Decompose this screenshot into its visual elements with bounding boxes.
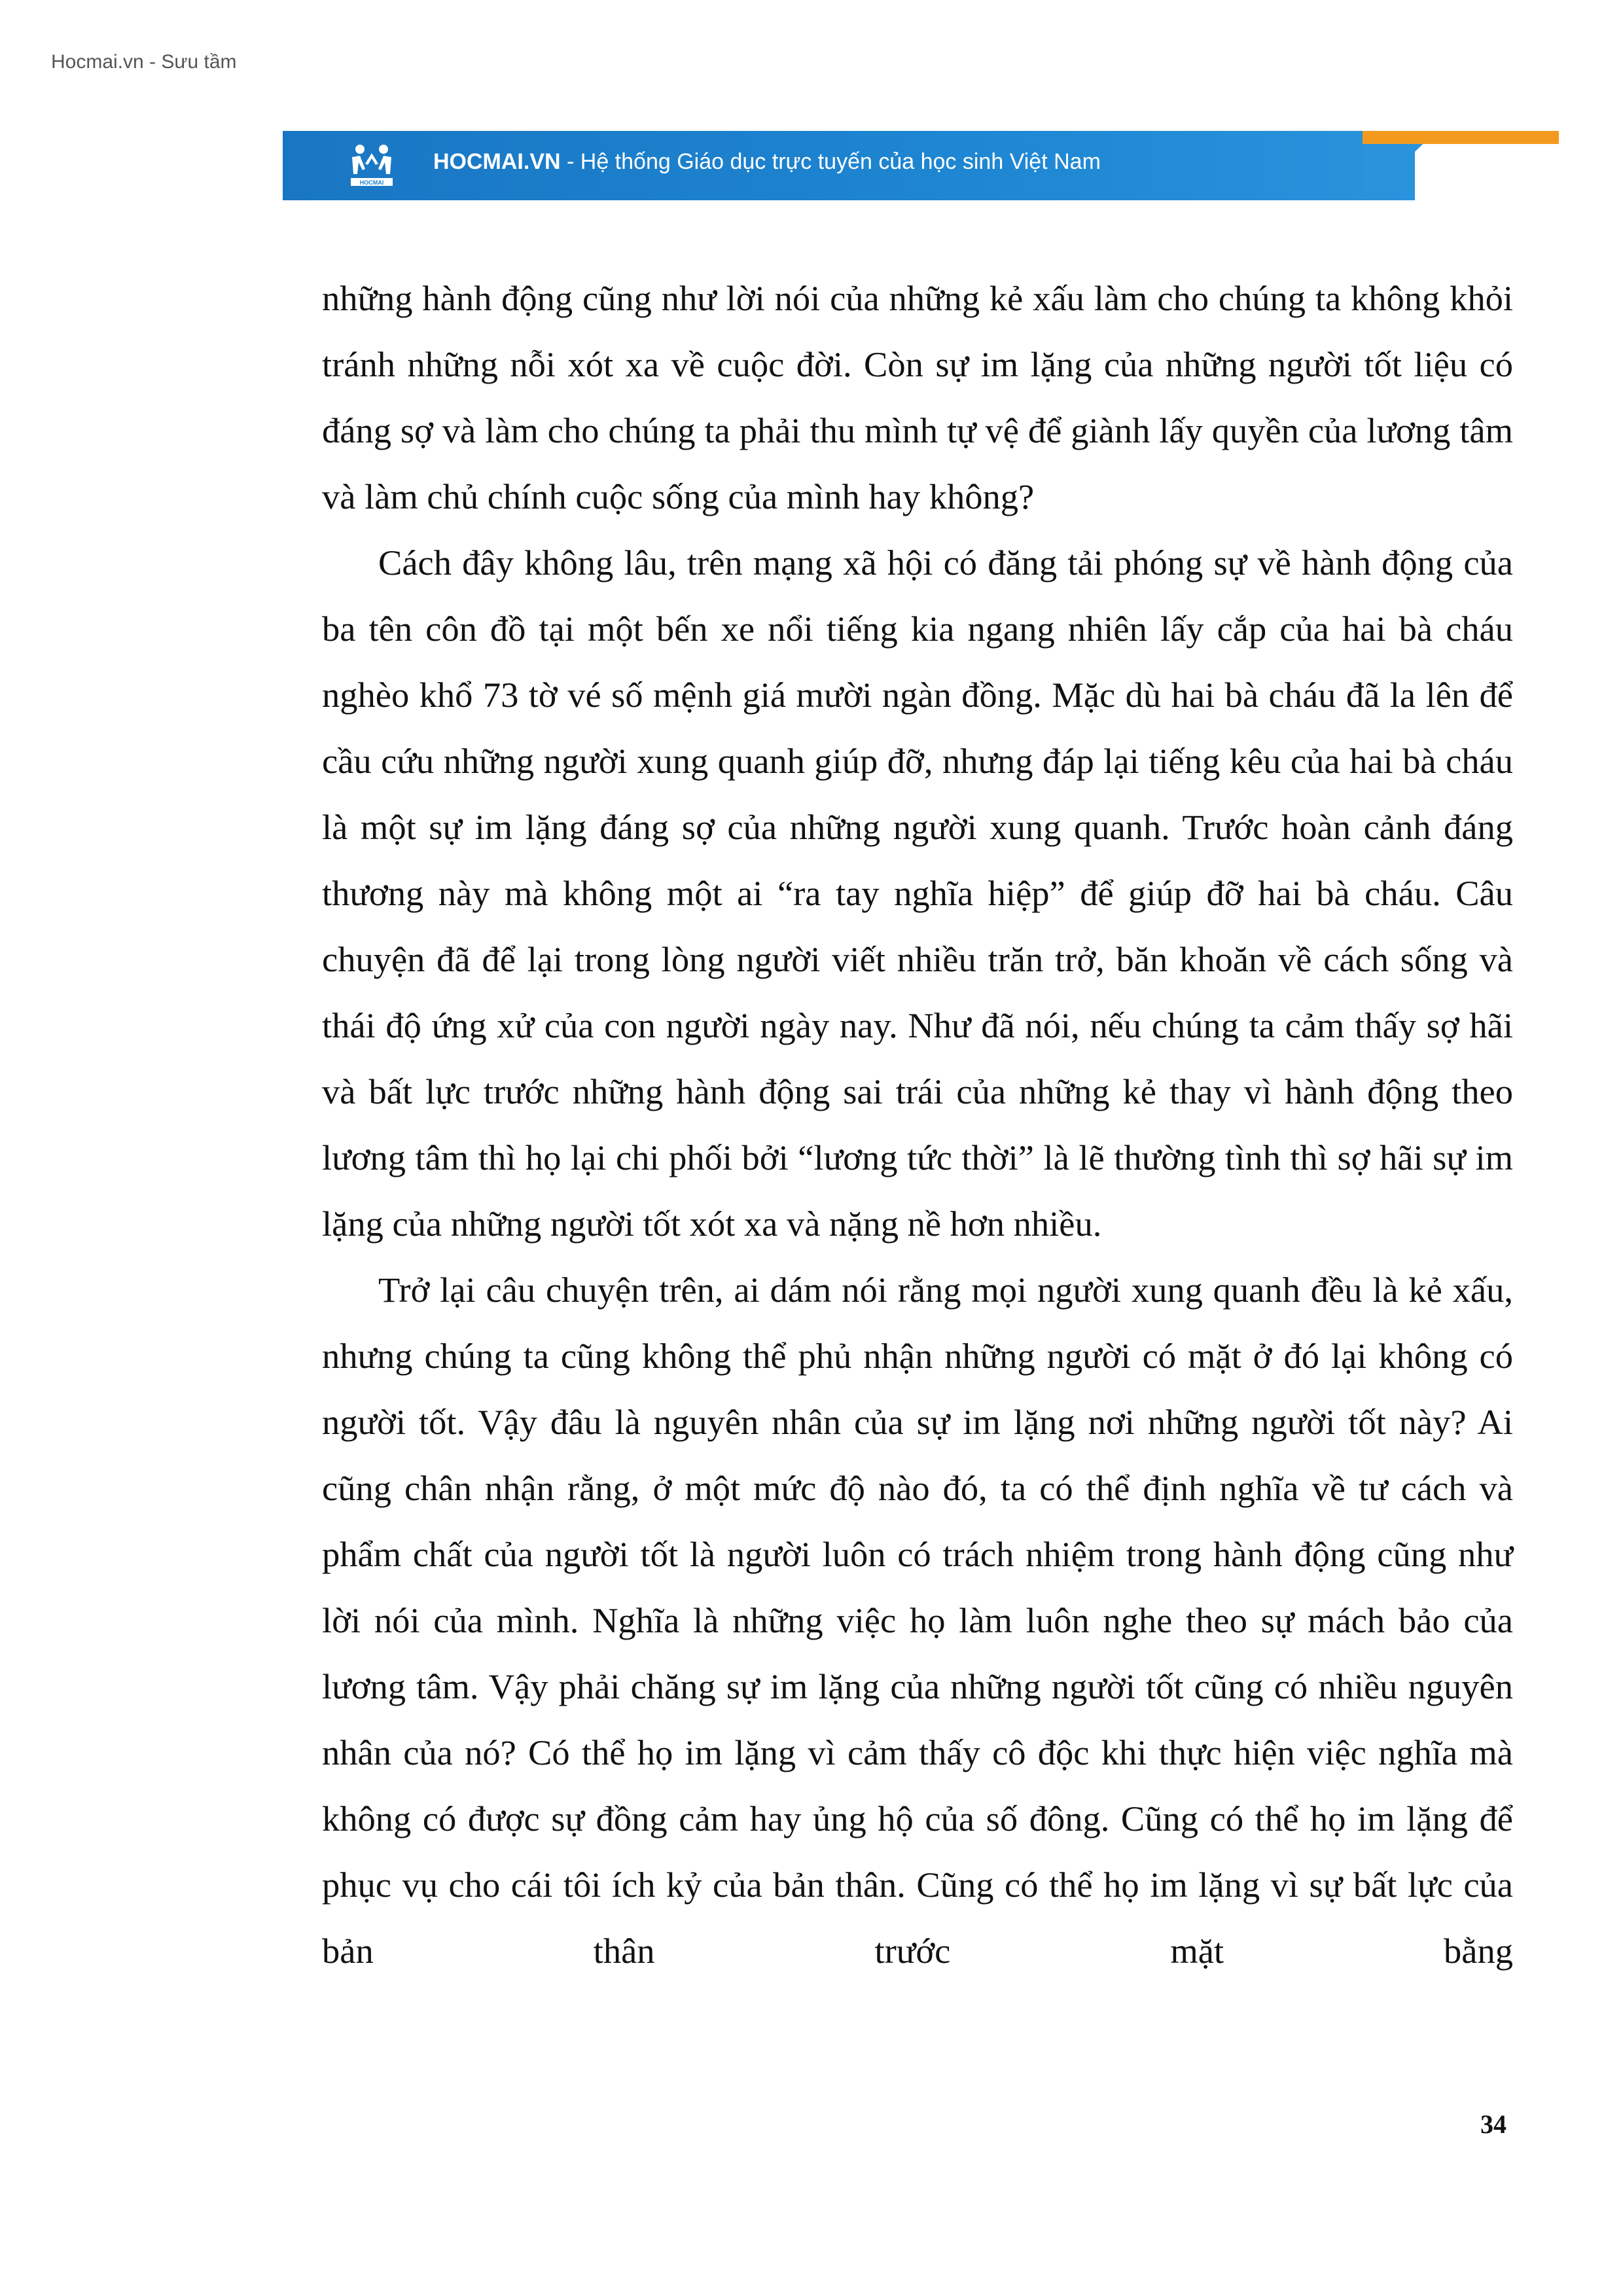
hocmai-logo-icon xyxy=(346,140,398,192)
banner-orange-stripe xyxy=(1363,131,1559,144)
paragraph-1: những hành động cũng như lời nói của những kẻ xấu làm cho chúng ta không khỏi tránh những nỗi xót xa về cuộc đời. Còn sự im lặng của những người tốt liệu có đáng sợ và làm cho chúng ta phải thu mình tự vệ để giành lấy quyền của lương tâm và làm chủ chính cuộc sống của mình hay không? xyxy=(322,278,1513,516)
brand-name: HOCMAI.VN xyxy=(433,149,561,174)
svg-text:HOCMAI: HOCMAI xyxy=(359,179,384,186)
document-body xyxy=(322,265,1513,1984)
paragraph-3: Trở lại câu chuyện trên, ai dám nói rằng mọi người xung quanh đều là kẻ xấu, nhưng chúng ta cũng không thể phủ nhận những người có mặt ở đó lại không có người tốt. Vậy đâu là nguyên nhân của sự im lặng nơi những người tốt này? Ai cũng chân nhận rằng, ở một mức độ nào đó, ta có thể định nghĩa về tư cách và phẩm chất của người tốt là người luôn có trách nhiệm trong hành động cũng như lời nói của mình. Nghĩa là những việc họ làm luôn nghe theo sự mách bảo của lương tâm. Vậy phải chăng sự im lặng của những người tốt cũng có nhiều nguyên nhân của nó? Có thể họ im lặng vì cảm thấy cô độc khi thực hiện việc nghĩa mà không có được sự đồng cảm hay ủng hộ của số đông. Cũng có thể họ im lặng để phục vụ cho cái tôi ích kỷ của bản thân. Cũng có thể họ im lặng vì sự bất lực của bản thân trước mặt bằng xyxy=(322,1270,1513,1971)
paragraph-2: Cách đây không lâu, trên mạng xã hội có đăng tải phóng sự về hành động của ba tên côn đồ tại một bến xe nổi tiếng kia ngang nhiên lấy cắp của hai bà cháu nghèo khổ 73 tờ vé số mệnh giá mười ngàn đồng. Mặc dù hai bà cháu đã la lên để cầu cứu những người xung quanh giúp đỡ, nhưng đáp lại tiếng kêu của hai bà cháu là một sự im lặng đáng sợ của những người xung quanh. Trước hoàn cảnh đáng thương này mà không một ai “ra tay nghĩa hiệp” để giúp đỡ hai bà cháu. Câu chuyện đã để lại trong lòng người viết nhiều trăn trở, băn khoăn về cách sống và thái độ ứng xử của con người ngày nay. Như đã nói, nếu chúng ta cảm thấy sợ hãi và bất lực trước những hành động sai trái của những kẻ thay vì hành động theo lương tâm thì họ lại chi phối bởi “lương tức thời” là lẽ thường tình thì sợ hãi sự im lặng của những người tốt xót xa và nặng nề hơn nhiều. xyxy=(322,543,1513,1244)
banner-title xyxy=(433,149,1101,175)
page-number: 34 xyxy=(1480,2109,1507,2139)
banner-tagline: - Hệ thống Giáo dục trực tuyến của học sinh Việt Nam xyxy=(560,149,1101,174)
watermark-text: Hocmai.vn - Sưu tầm xyxy=(51,51,237,73)
